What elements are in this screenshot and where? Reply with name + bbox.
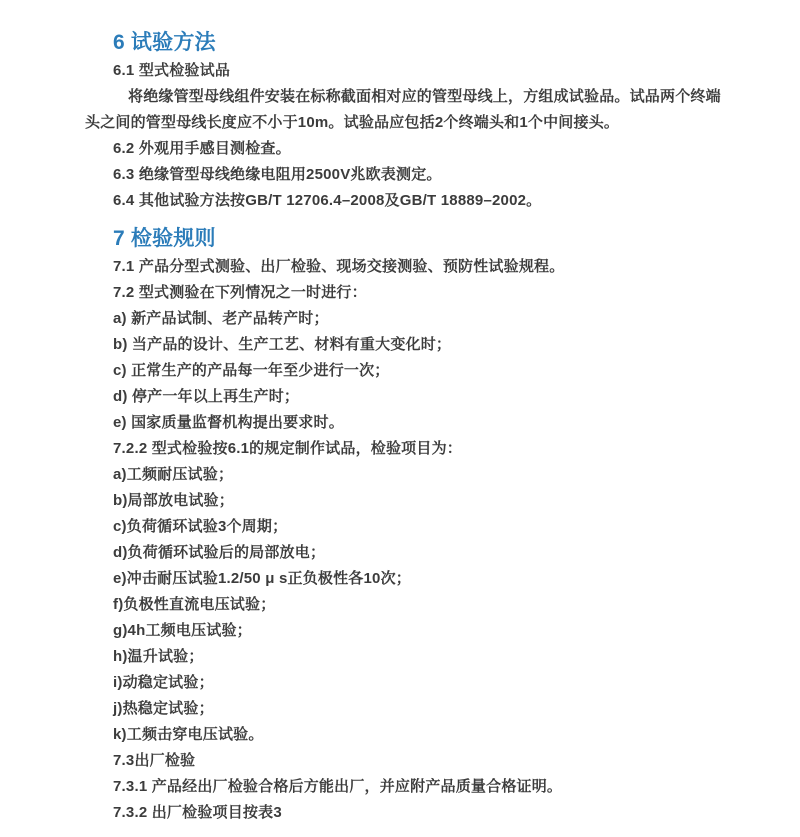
test-item-j: j)热稳定试验； (113, 700, 214, 717)
test-item-f: f)负极性直流电压试验； (113, 596, 276, 613)
clause-7-2-2: 7.2.2 型式检验按6.1的规定制作试品，检验项目为： (113, 440, 462, 457)
test-item-g: g)4h工频电压试验； (113, 622, 252, 639)
test-item-h: h)温升试验； (113, 648, 204, 665)
test-item-a: a)工频耐压试验； (113, 466, 234, 483)
condition-item-d: d) 停产一年以上再生产时； (113, 388, 300, 405)
condition-item-a: a) 新产品试制、老产品转产时； (113, 310, 329, 327)
clause-6-4: 6.4 其他试验方法按GB/T 12706.4–2008及GB/T 18889–2002。 (113, 192, 542, 209)
condition-item-b: b) 当产品的设计、生产工艺、材料有重大变化时； (113, 336, 452, 353)
test-item-c: c)负荷循环试验3个周期； (113, 518, 288, 535)
test-item-i: i)动稳定试验； (113, 674, 214, 691)
clause-7-1: 7.1 产品分型式测验、出厂检验、现场交接测验、预防性试验规程。 (113, 258, 565, 275)
section-7-heading: 7 检验规则 (113, 227, 216, 250)
test-item-d: d)负荷循环试验后的局部放电； (113, 544, 326, 561)
test-item-k: k)工频击穿电压试验。 (113, 726, 264, 743)
test-item-e: e)冲击耐压试验1.2/50 μ s正负极性各10次； (113, 570, 411, 587)
clause-6-1-text: 将绝缘管型母线组件安装在标称截面相对应的管型母线上，方组成试验品。试品两个终端头之间的管型母线长度应不小于10m。试验品应包括2个终端头和1个中间接头。 (85, 88, 721, 131)
test-item-b: b)局部放电试验； (113, 492, 234, 509)
clause-7-3-2: 7.3.2 出厂检验项目按表3 (113, 804, 282, 821)
condition-item-e: e) 国家质量监督机构提出要求时。 (113, 414, 344, 431)
section-6-heading: 6 试验方法 (113, 31, 216, 54)
clause-7-3: 7.3出厂检验 (113, 752, 196, 769)
condition-item-c: c) 正常生产的产品每一年至少进行一次； (113, 362, 390, 379)
clause-6-3: 6.3 绝缘管型母线绝缘电阻用2500V兆欧表测定。 (113, 166, 442, 183)
clause-7-2: 7.2 型式测验在下列情况之一时进行： (113, 284, 367, 301)
clause-6-2: 6.2 外观用手感目测检查。 (113, 140, 291, 157)
clause-7-3-1: 7.3.1 产品经出厂检验合格后方能出厂，并应附产品质量合格证明。 (113, 778, 563, 795)
clause-6-1: 6.1 型式检验试品 (113, 62, 231, 79)
